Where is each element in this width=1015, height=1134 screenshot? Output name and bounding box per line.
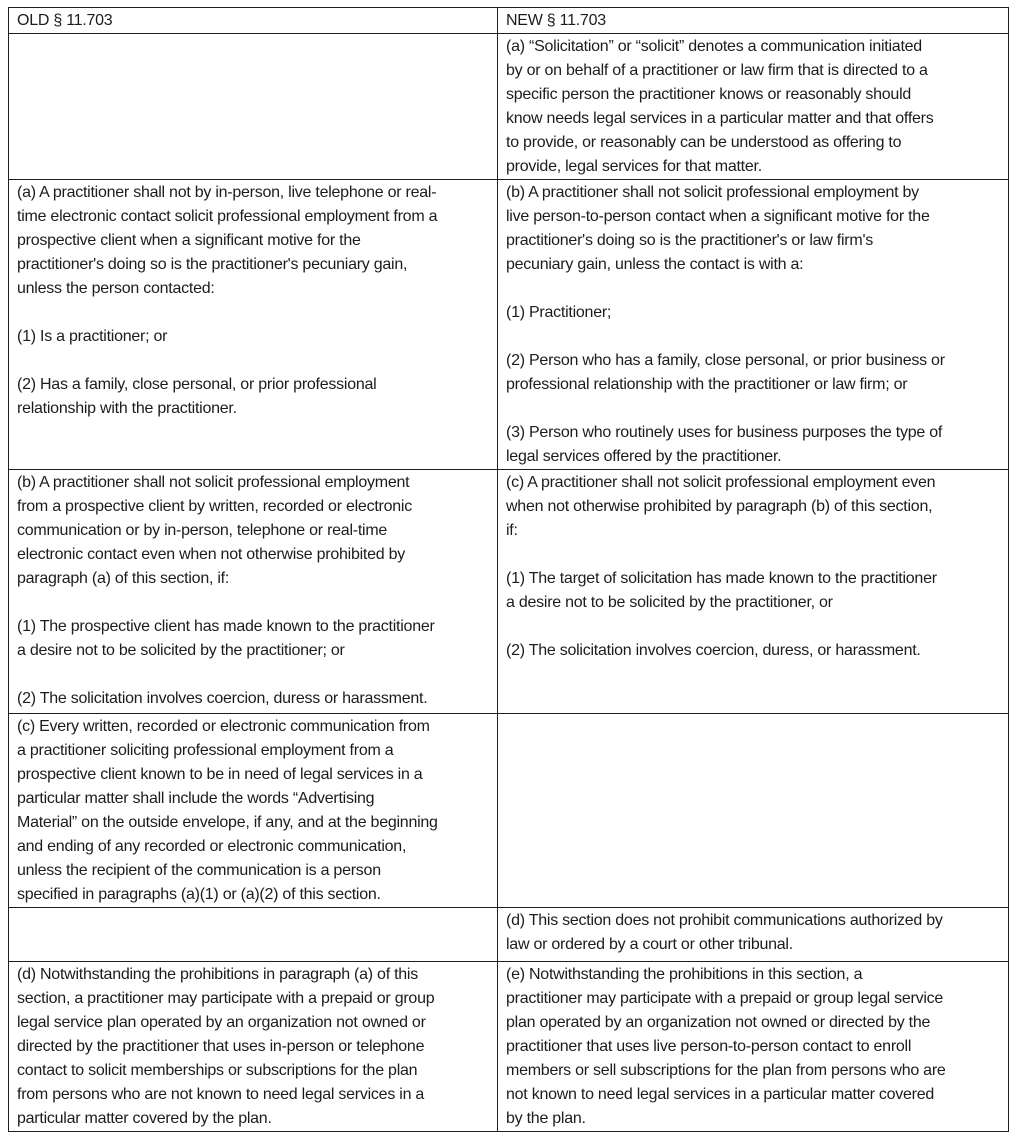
new-cell-para-a-solicitation-definition: (a) “Solicitation” or “solicit” denotes a communication initiated by or on behalf of a practitioner or law firm that is directed to a specific person the practitioner knows or reasonably should know needs legal services in a particular matter and that offers to provide, or reasonably can be understood as offering to provide, legal services for that matter. xyxy=(498,34,1009,180)
new-cell-para-b-live-person-to-person: (b) A practitioner shall not solicit professional employment by live person-to-person contact when a significant motive for the practitioner's doing so is the practitioner's or law firm's pecuniary gain, unless the contact is with a: (1) Practitioner; (2) Person who has a family, close personal, or prior business or professional relationship with the practitioner or law firm; or (3) Person who routinely uses for business purposes the type of legal services offered by the practitioner. xyxy=(498,180,1009,470)
table-header-row xyxy=(9,8,1009,34)
new-cell-para-d-authorized-communications: (d) This section does not prohibit communications authorized by law or ordered by a court or other tribunal. xyxy=(498,908,1009,962)
old-cell-empty-5 xyxy=(9,908,498,962)
comparison-table xyxy=(8,7,1009,1132)
table-row xyxy=(9,34,1009,180)
old-cell-empty-1 xyxy=(9,34,498,180)
table-row xyxy=(9,714,1009,908)
new-cell-para-e-prepaid-plan: (e) Notwithstanding the prohibitions in this section, a practitioner may participate with a prepaid or group legal service plan operated by an organization not owned or directed by the practitioner that uses live person-to-person contact to enroll members or sell subscriptions for the plan from persons who are not known to need legal services in a particular matter covered by the plan. xyxy=(498,962,1009,1132)
table-row xyxy=(9,470,1009,714)
old-cell-para-c-advertising-material: (c) Every written, recorded or electronic communication from a practitioner soliciting professional employment from a prospective client known to be in need of legal services in a particular matter shall include the words “Advertising Material” on the outside envelope, if any, and at the beginning and ending of any recorded or electronic communication, unless the recipient of the communication is a person specified in paragraphs (a)(1) or (a)(2) of this section. xyxy=(9,714,498,908)
table-row xyxy=(9,962,1009,1132)
old-cell-para-d-prepaid-plan: (d) Notwithstanding the prohibitions in paragraph (a) of this section, a practitioner may participate with a prepaid or group legal service plan operated by an organization not owned or directed by the practitioner that uses in-person or telephone contact to solicit memberships or subscriptions for the plan from persons who are not known to need legal services in a particular matter covered by the plan. xyxy=(9,962,498,1132)
new-cell-empty-4 xyxy=(498,714,1009,908)
new-cell-para-c-prohibited-solicitation: (c) A practitioner shall not solicit professional employment even when not otherwise prohibited by paragraph (b) of this section, if: (1) The target of solicitation has made known to the practitioner a desire not to be solicited by the practitioner, or (2) The solicitation involves coercion, duress, or harassment. xyxy=(498,470,1009,714)
table-row xyxy=(9,180,1009,470)
old-section-header: OLD § 11.703 xyxy=(9,8,498,34)
table-row xyxy=(9,908,1009,962)
old-cell-para-a-in-person-solicitation: (a) A practitioner shall not by in-person, live telephone or real- time electronic contact solicit professional employment from a prospective client when a significant motive for the practitioner's doing so is the practitioner's pecuniary gain, unless the person contacted: (1) Is a practitioner; or (2) Has a family, close personal, or prior professional relationship with the practitioner. xyxy=(9,180,498,470)
new-section-header: NEW § 11.703 xyxy=(498,8,1009,34)
old-cell-para-b-written-solicitation: (b) A practitioner shall not solicit professional employment from a prospective client by written, recorded or electronic communication or by in-person, telephone or real-time electronic contact even when not otherwise prohibited by paragraph (a) of this section, if: (1) The prospective client has made known to the practitioner a desire not to be solicited by the practitioner; or (2) The solicitation involves coercion, duress or harassment. xyxy=(9,470,498,714)
